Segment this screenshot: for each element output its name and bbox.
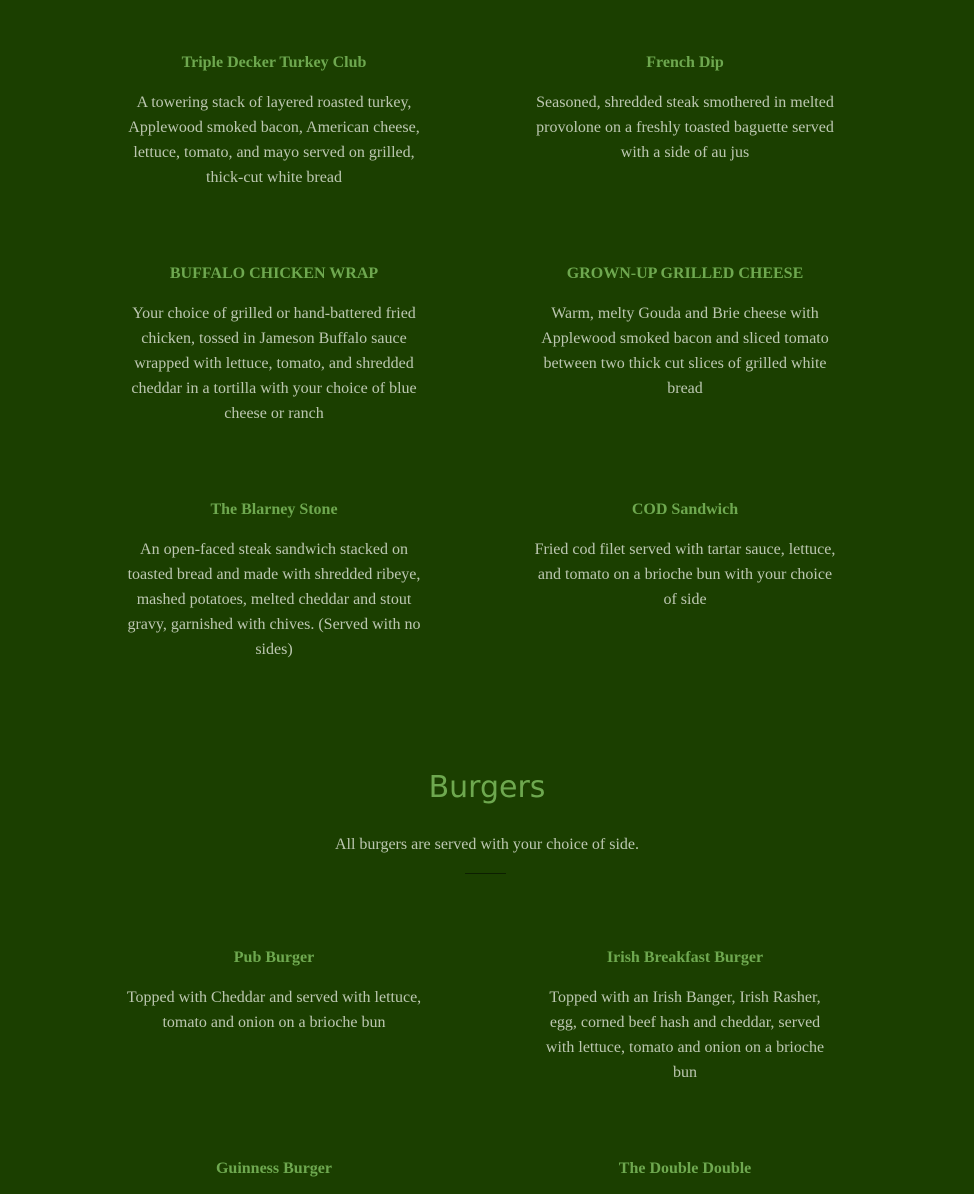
menu-item-irish-breakfast-burger: [534, 948, 836, 1085]
menu-item-description: An open-faced steak sandwich stacked on toasted bread and made with shredded ribeye, mashed potatoes, melted cheddar and stout gravy, garnished with chives. (Served with no sides): [127, 541, 421, 658]
menu-item-pub-burger: [123, 948, 425, 1035]
section-title-burgers: Burgers: [428, 770, 546, 805]
menu-item-description: Your choice of grilled or hand-battered fried chicken, tossed in Jameson Buffalo sauce wrapped with lettuce, tomato, and shredded cheddar in a tortilla with your choice of blue cheese or ranch: [131, 305, 417, 422]
menu-item-title: BUFFALO CHICKEN WRAP: [169, 265, 379, 282]
menu-item-title: Irish Breakfast Burger: [606, 949, 764, 966]
menu-item-title: Triple Decker Turkey Club: [181, 54, 367, 71]
menu-item-grilled-cheese: [534, 264, 836, 401]
menu-item-title: COD Sandwich: [631, 501, 739, 518]
section-divider: [465, 873, 506, 874]
menu-item-buffalo-chicken-wrap: [123, 264, 425, 426]
menu-item-description: Seasoned, shredded steak smothered in melted provolone on a freshly toasted baguette served with a side of au jus: [536, 94, 834, 161]
menu-item-title: The Double Double: [618, 1160, 752, 1177]
menu-item-title: Pub Burger: [233, 949, 315, 966]
menu-item-description: A towering stack of layered roasted turkey, Applewood smoked bacon, American cheese, lettuce, tomato, and mayo served on grilled, thick-cut white bread: [128, 94, 420, 186]
section-subtitle: All burgers are served with your choice of side.: [334, 836, 640, 853]
menu-item-blarney-stone: [123, 500, 425, 662]
menu-item-double-double: [534, 1159, 836, 1179]
menu-item-turkey-club: [123, 53, 425, 190]
menu-item-title: The Blarney Stone: [210, 501, 338, 518]
menu-item-description: Topped with Cheddar and served with lettuce, tomato and onion on a brioche bun: [126, 989, 422, 1031]
menu-item-cod-sandwich: [534, 500, 836, 612]
menu-item-title: French Dip: [646, 54, 724, 71]
menu-item-description: Topped with an Irish Banger, Irish Rasher, egg, corned beef hash and cheddar, served with lettuce, tomato and onion on a brioche bun: [545, 989, 825, 1081]
menu-item-guinness-burger: [123, 1159, 425, 1179]
menu-item-title: Guinness Burger: [215, 1160, 332, 1177]
menu-item-french-dip: [534, 53, 836, 165]
menu-item-description: Fried cod filet served with tartar sauce, lettuce, and tomato on a brioche bun with your choice of side: [534, 541, 836, 608]
menu-item-description: Warm, melty Gouda and Brie cheese with Applewood smoked bacon and sliced tomato between two thick cut slices of grilled white bread: [541, 305, 829, 397]
menu-item-title: GROWN-UP GRILLED CHEESE: [566, 265, 804, 282]
